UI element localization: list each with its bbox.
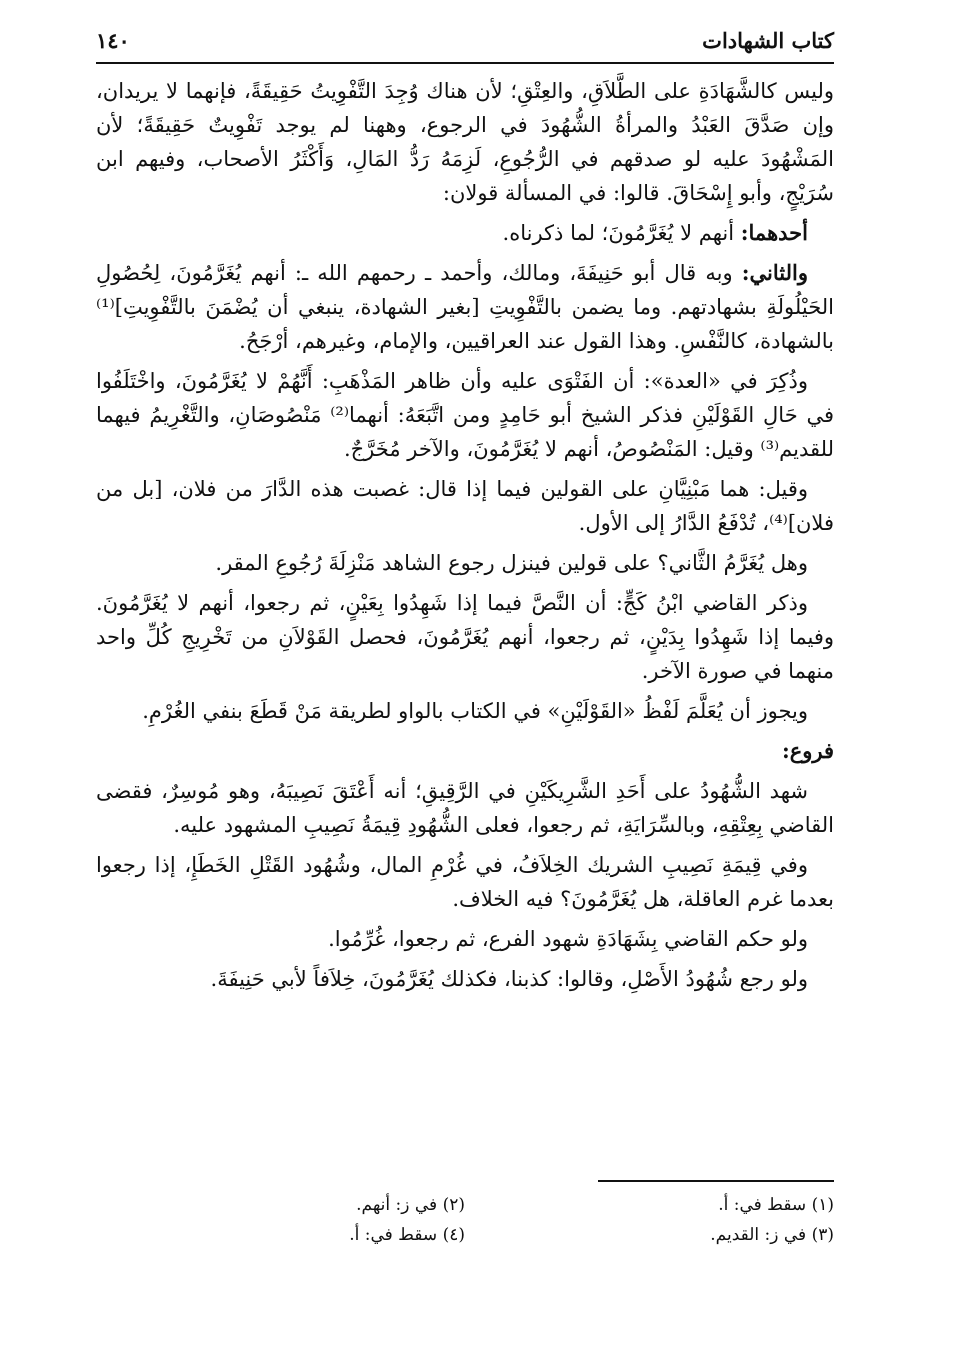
paragraph <box>96 922 834 956</box>
paragraph <box>96 216 834 250</box>
footnote-item <box>96 1190 465 1220</box>
footnote-text: سقط في: أ. <box>718 1195 807 1215</box>
footnote-number: (٢) <box>442 1195 465 1215</box>
paragraph-text: ولو حكم القاضي بِشَهَادَةِ شهود الفرع، ثم رجعوا، غُرِّمُوا. <box>328 927 808 951</box>
book-title: كتاب الشهادات <box>702 27 834 53</box>
footnote-row <box>96 1220 834 1250</box>
paragraph <box>96 472 834 540</box>
paragraph-text: وفي قِيمَةِ نَصِيبِ الشريك الخِلاَفُ، في غُرْمِ المال، وشُهُود القَتْلِ الخَطَإِ، إذا رجعوا بعدما غرم العاقلة، هل يُغَرَّمُونَ؟ فيه الخلاف. <box>96 853 834 911</box>
paragraph <box>96 962 834 996</box>
paragraph <box>96 694 834 728</box>
paragraph-lead: والثاني: <box>741 260 808 285</box>
paragraph-text: وذُكِرَ في «العدة»: أن الفَتْوَى عليه وأن ظاهر المَذْهَبِ: أَنَّهُمْ لا يُغَرَّمُونَ، واخْتَلَفُوا في حَالِ القَوْلَيْنِ فذكر الشيخ أبو حَامِدٍ ومن اتَّبَعَهُ: أنهما⁽²⁾ مَنْصُوصَانِ، والتَّغْرِيمُ فيهما للقديم⁽³⁾ وقيل: المَنْصُوصُ، أنهم لا يُغَرَّمُونَ، والآخر مُخَرَّجٌ. <box>96 369 834 461</box>
paragraph-text: ولو رجع شُهُودُ الأَصْلِ، وقالوا: كذبنا، فكذلك يُغَرَّمُونَ، خِلاَفاً لأبي حَنِيفَةَ. <box>210 967 808 991</box>
footnote-item <box>465 1220 834 1250</box>
paragraph-text: وليس كالشَّهَادَةِ على الطَّلاَقِ، والعِتْقِ؛ لأن هناك وُجِدَ التَّفْوِيتُ حَقِيقَةً، فإنهما لا يريدان، وإن صَدَّقَ العَبْدُ والمرأةُ الشُّهُودَ في الرجوع، وههنا لم يوجد تَفْوِيتٌ حَقِيقَةً؛ لأن المَشْهُودَ عليه لو صدقهم في الرُّجُوعِ، لَزِمَهُ رَدُّ المَالِ، وَأَكْثَرُ الأصحاب، وفيهم ابن سُرَيْجٍ، وأبو إِسْحَاقَ. قالوا: في المسألة قولان: <box>96 79 834 205</box>
footnotes <box>96 1190 834 1250</box>
paragraph-text: شهد الشُّهُودُ على أَحَدِ الشَّرِيكَيْنِ في الرَّقِيقِ؛ أنه أَعْتَقَ نَصِيبَهُ، وهو مُوسِرٌ، فقضى القاضي بِعِتْقِهِ، وبالسِّرَايَةِ، ثم رجعوا، فعلى الشُّهُودِ قِيمَةُ نَصِيبِ المشهود عليه. <box>96 779 834 837</box>
footnote-divider <box>598 1180 834 1182</box>
footnote-number: (٣) <box>811 1225 834 1245</box>
paragraph <box>96 774 834 842</box>
paragraph-text: وقيل: هما مَبْنِيَّانِ على القولين فيما إذا قال: غصبت هذه الدَّارَ من فلان، [بل من فلان]⁽⁴⁾، تُدْفَعُ الدَّارُ إلى الأول. <box>96 477 834 535</box>
footnote-item <box>465 1190 834 1220</box>
section-heading: فروع: <box>781 738 834 763</box>
paragraph-text: وذكر القاضي ابْنُ كَجٍّ: أن النَّصَّ فيما إذا شَهِدُوا بِعَيْنٍ، ثم رجعوا، أنهم لا يُغَرَّمُونَ. وفيما إذا شَهِدُوا بِدَيْنٍ، ثم رجعوا، أنهم يُغَرَّمُونَ، فحصل القَوْلاَنِ من تَخْرِيجِ كُلِّ واحد منهما في صورة الآخر. <box>96 591 834 683</box>
main-text <box>96 74 834 1002</box>
footnote-row <box>96 1190 834 1220</box>
paragraph <box>96 74 834 210</box>
page-number: ١٤٠ <box>96 27 130 53</box>
paragraph-lead: أحدهما: <box>740 220 808 245</box>
footnote-item <box>96 1220 465 1250</box>
paragraph-text: أنهم لا يُغَرَّمُونَ؛ لما ذكرناه. <box>502 221 741 245</box>
footnote-number: (٤) <box>442 1225 465 1245</box>
paragraph-text: وبه قال أبو حَنِيفَةَ، ومالك، وأحمد ـ رحمهم الله ـ: أنهم يُغَرَّمُونَ، لِحُصُولِ الحَيْلُولَةِ بشهادتهم. وما يضمن بالتَّفْوِيتِ [بغير الشهادة، ينبغي أن يُضْمَنَ بالتَّفْوِيتِ]⁽¹⁾ بالشهادة، كالنَّفْسِ. وهذا القول عند العراقيين، والإمام، وغيرهم، أرْجَحُ. <box>96 261 834 353</box>
page-header <box>96 22 834 58</box>
paragraph <box>96 546 834 580</box>
paragraph <box>96 848 834 916</box>
header-divider <box>96 62 834 64</box>
paragraph <box>96 586 834 688</box>
footnote-text: في ز: القديم. <box>710 1225 807 1245</box>
paragraph-text: ويجوز أن يُعَلَّمَ لَفْظُ «القَوْلَيْنِ» في الكتاب بالواو لطريقة مَنْ قَطَعَ بنفي الغُرْمِ. <box>142 699 808 723</box>
paragraph <box>96 256 834 358</box>
paragraph-text: وهل يُغَرَّمُ الثَّاني؟ على قولين فينزل رجوع الشاهد مَنْزِلَةَ رُجُوعِ المقر. <box>215 551 808 575</box>
footnote-number: (١) <box>811 1195 834 1215</box>
footnote-text: سقط في: أ. <box>349 1225 438 1245</box>
paragraph <box>96 364 834 466</box>
footnote-text: في ز: أنهم. <box>356 1195 438 1215</box>
